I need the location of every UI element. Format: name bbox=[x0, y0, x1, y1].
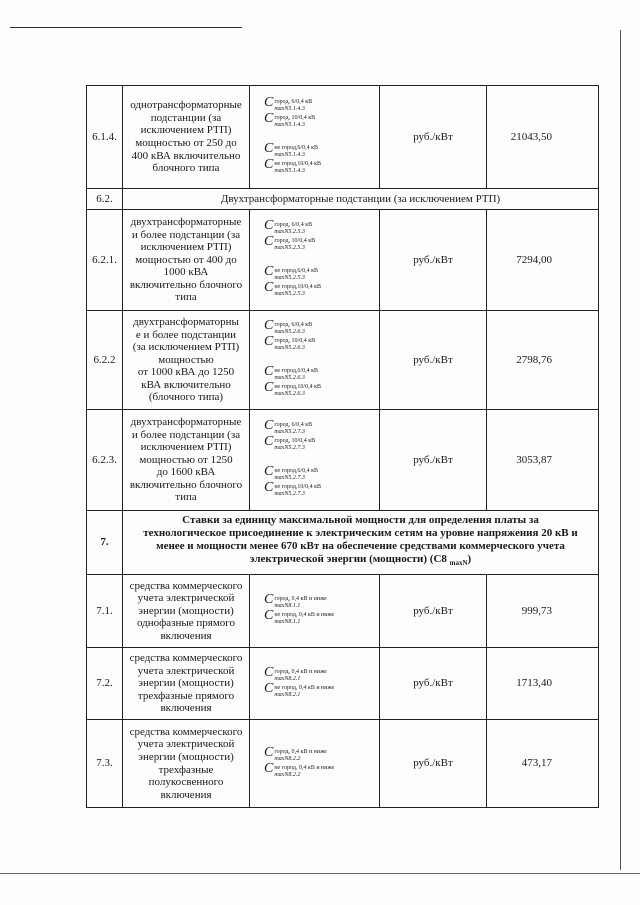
formula-cell bbox=[250, 720, 380, 808]
unit-cell: руб./кВт bbox=[380, 648, 487, 720]
row-description bbox=[123, 410, 250, 511]
formula-symbol: C bbox=[264, 744, 274, 760]
desc-line: типа bbox=[175, 291, 197, 304]
tariff-formula bbox=[264, 680, 377, 699]
desc-line: до 1600 кВА bbox=[156, 466, 216, 479]
desc-line: мощностью bbox=[158, 353, 214, 366]
table-row bbox=[87, 410, 599, 511]
formula-subscript: maxN5.2.6.3 bbox=[274, 329, 305, 335]
formula-superscript: город, 10/0,4 кВ bbox=[274, 338, 316, 344]
formula-symbol: C bbox=[264, 380, 274, 395]
section-title bbox=[123, 511, 599, 575]
formula-subscript: maxN8.2.1 bbox=[274, 675, 301, 682]
section-title: Двухтрансформаторные подстанции (за исключением РТП) bbox=[123, 189, 599, 210]
formula-symbol: C bbox=[264, 664, 274, 680]
formula-symbol: C bbox=[264, 111, 274, 126]
value-cell: 2798,76 bbox=[487, 311, 599, 410]
formula-symbol: C bbox=[264, 157, 274, 172]
formula-superscript: не город,10/0,4 кВ bbox=[274, 161, 321, 167]
formula-gap bbox=[264, 454, 377, 466]
unit-cell: руб./кВт bbox=[380, 720, 487, 808]
tariff-formula bbox=[264, 480, 377, 498]
desc-line: и более подстанции (за bbox=[131, 228, 241, 241]
desc-line: 1000 кВА bbox=[163, 266, 209, 279]
desc-line: исключением РТП) bbox=[140, 124, 232, 137]
table-row bbox=[87, 311, 599, 410]
section-title-subscript: maxN bbox=[449, 559, 468, 568]
formula-symbol: C bbox=[264, 334, 274, 349]
tariff-formula bbox=[264, 280, 377, 298]
desc-line: полукосвенного bbox=[148, 776, 224, 789]
row-number: 6.1.4. bbox=[87, 86, 123, 189]
table-row bbox=[87, 86, 599, 189]
formula-cell bbox=[250, 410, 380, 511]
formula-symbol: C bbox=[264, 480, 274, 495]
tariff-formula bbox=[264, 464, 377, 482]
formula-superscript: город, 6/0,4 кВ bbox=[274, 99, 313, 105]
formula-cell bbox=[250, 210, 380, 311]
value-cell: 21043,50 bbox=[487, 86, 599, 189]
formula-superscript: не город, 0,4 кВ и ниже bbox=[274, 764, 335, 771]
formula-symbol: C bbox=[264, 760, 274, 776]
value-cell: 999,73 bbox=[487, 575, 599, 648]
formula-subscript: maxN5.2.6.3 bbox=[274, 375, 305, 381]
table-row bbox=[87, 720, 599, 808]
desc-line: трехфазные прямого bbox=[137, 689, 235, 702]
tariff-formula bbox=[264, 95, 377, 113]
formula-symbol: C bbox=[264, 95, 274, 110]
table-row bbox=[87, 648, 599, 720]
formula-superscript: город, 0,4 кВ и ниже bbox=[274, 748, 327, 755]
formula-subscript: maxN5.1.4.3 bbox=[274, 168, 305, 174]
formula-subscript: maxN5.2.6.3 bbox=[274, 391, 305, 397]
tariff-formula bbox=[264, 218, 377, 236]
row-number: 7.2. bbox=[87, 648, 123, 720]
tariff-formula bbox=[264, 434, 377, 452]
formula-superscript: не город,6/0,4 кВ bbox=[274, 145, 318, 151]
formula-subscript: maxN5.2.7.3 bbox=[274, 445, 305, 451]
desc-line: средства коммерческого bbox=[129, 652, 243, 665]
tariff-formula bbox=[264, 744, 377, 763]
row-number: 7.3. bbox=[87, 720, 123, 808]
desc-line: средства коммерческого bbox=[129, 579, 243, 592]
section-row bbox=[87, 511, 599, 575]
tariff-formula bbox=[264, 760, 377, 779]
formula-subscript: maxN5.2.6.3 bbox=[274, 345, 305, 351]
formula-superscript: не город, 0,4 кВ и ниже bbox=[274, 684, 335, 691]
unit-cell: руб./кВт bbox=[380, 311, 487, 410]
formula-superscript: город, 0,4 кВ и ниже bbox=[274, 668, 327, 675]
desc-line: учета электрической bbox=[137, 592, 235, 605]
formula-symbol: C bbox=[264, 364, 274, 379]
tariff-formula bbox=[264, 608, 377, 626]
formula-superscript: город, 6/0,4 кВ bbox=[274, 322, 313, 328]
row-description bbox=[123, 648, 250, 720]
section-row bbox=[87, 189, 599, 210]
formula-subscript: maxN5.1.4.3 bbox=[274, 152, 305, 158]
row-number: 6.2.2 bbox=[87, 311, 123, 410]
desc-line: 400 кВА включительно bbox=[131, 149, 241, 162]
section-title-line: Ставки за единицу максимальной мощности для определения платы за bbox=[182, 514, 539, 527]
desc-line: подстанции (за bbox=[150, 111, 222, 124]
tariff-formula bbox=[264, 334, 377, 352]
value-cell: 3053,87 bbox=[487, 410, 599, 511]
formula-superscript: город, 10/0,4 кВ bbox=[274, 115, 316, 121]
formula-superscript: город, 6/0,4 кВ bbox=[274, 422, 313, 428]
formula-superscript: не город,6/0,4 кВ bbox=[274, 268, 318, 274]
row-number: 6.2.3. bbox=[87, 410, 123, 511]
formula-symbol: C bbox=[264, 464, 274, 479]
formula-superscript: не город,6/0,4 кВ bbox=[274, 468, 318, 474]
section-number: 7. bbox=[87, 511, 123, 575]
formula-subscript: maxN8.1.1 bbox=[274, 603, 301, 609]
formula-gap bbox=[264, 131, 377, 143]
desc-line: (блочного типа) bbox=[148, 391, 224, 404]
unit-cell: руб./кВт bbox=[380, 86, 487, 189]
section-title-line: технологическое присоединение к электрическим сетям на уровне напряжения 20 кВ и bbox=[143, 527, 578, 540]
table-row bbox=[87, 575, 599, 648]
section-title-close: ) bbox=[467, 553, 472, 566]
value-cell: 7294,00 bbox=[487, 210, 599, 311]
formula-symbol: C bbox=[264, 280, 274, 295]
row-number: 6.2.1. bbox=[87, 210, 123, 311]
desc-line: двухтрансформаторные bbox=[130, 215, 242, 228]
tariff-formula bbox=[264, 664, 377, 683]
unit-cell: руб./кВт bbox=[380, 210, 487, 311]
tariff-formula bbox=[264, 418, 377, 436]
formula-symbol: C bbox=[264, 218, 274, 233]
formula-superscript: город, 10/0,4 кВ bbox=[274, 438, 316, 444]
desc-line: мощностью от 1250 bbox=[139, 453, 233, 466]
formula-subscript: maxN8.1.1 bbox=[274, 619, 301, 625]
desc-line: включительно блочного bbox=[129, 278, 243, 291]
desc-line: однотрансформаторные bbox=[130, 99, 242, 112]
desc-line: учета электрической bbox=[137, 738, 235, 751]
formula-subscript: maxN8.2.2 bbox=[274, 755, 301, 762]
tariff-formula bbox=[264, 380, 377, 398]
desc-line: средства коммерческого bbox=[129, 725, 243, 738]
row-description bbox=[123, 210, 250, 311]
formula-subscript: maxN5.1.4.3 bbox=[274, 122, 305, 128]
formula-superscript: не город,10/0,4 кВ bbox=[274, 284, 321, 290]
desc-line: включения bbox=[160, 788, 212, 801]
desc-line: кВА включительно bbox=[141, 378, 231, 391]
top-rule bbox=[10, 27, 242, 28]
formula-symbol: C bbox=[264, 592, 274, 607]
bottom-rule bbox=[0, 873, 640, 874]
section-title-line: менее и мощности менее 670 кВт на обеспечение средствами коммерческого учета bbox=[156, 540, 565, 553]
formula-gap bbox=[264, 354, 377, 366]
formula-gap bbox=[264, 254, 377, 266]
desc-line: включительно блочного bbox=[129, 478, 243, 491]
row-number: 7.1. bbox=[87, 575, 123, 648]
tariff-formula bbox=[264, 234, 377, 252]
formula-cell bbox=[250, 648, 380, 720]
formula-superscript: не город, 0,4 кВ и ниже bbox=[274, 612, 335, 618]
desc-line: энергии (мощности) bbox=[138, 750, 234, 763]
section-title-line bbox=[125, 553, 596, 570]
desc-line: типа bbox=[175, 491, 197, 504]
desc-line: включения bbox=[160, 629, 212, 642]
desc-line: мощностью от 250 до bbox=[135, 137, 237, 149]
tariff-formula bbox=[264, 264, 377, 282]
tariff-formula bbox=[264, 592, 377, 610]
row-description bbox=[123, 311, 250, 410]
tariff-formula bbox=[264, 111, 377, 129]
desc-line: трехфазные bbox=[158, 763, 214, 776]
desc-line: мощностью от 400 до bbox=[135, 253, 237, 266]
formula-subscript: maxN8.2.2 bbox=[274, 771, 301, 778]
formula-symbol: C bbox=[264, 434, 274, 449]
desc-line: двухтрансформаторны bbox=[133, 315, 239, 328]
formula-symbol: C bbox=[264, 234, 274, 249]
formula-symbol: C bbox=[264, 264, 274, 279]
formula-subscript: maxN5.1.4.3 bbox=[274, 106, 305, 112]
formula-subscript: maxN5.2.5.3 bbox=[274, 245, 305, 251]
formula-cell bbox=[250, 575, 380, 648]
desc-line: и более подстанции (за bbox=[131, 428, 241, 441]
formula-symbol: C bbox=[264, 680, 274, 696]
formula-symbol: C bbox=[264, 418, 274, 433]
unit-cell: руб./кВт bbox=[380, 575, 487, 648]
section-number: 6.2. bbox=[87, 189, 123, 210]
row-description bbox=[123, 86, 250, 189]
formula-superscript: город, 10/0,4 кВ bbox=[274, 238, 316, 244]
formula-subscript: maxN5.2.7.3 bbox=[274, 491, 305, 497]
formula-subscript: maxN8.2.1 bbox=[274, 691, 301, 698]
tariff-table bbox=[86, 85, 599, 808]
unit-cell: руб./кВт bbox=[380, 410, 487, 511]
tariff-formula bbox=[264, 157, 377, 175]
formula-superscript: не город,10/0,4 кВ bbox=[274, 484, 321, 490]
desc-line: энергии (мощности) bbox=[138, 677, 234, 690]
desc-line: однофазные прямого bbox=[136, 617, 236, 630]
desc-line: исключением РТП) bbox=[140, 441, 232, 454]
formula-superscript: не город,10/0,4 кВ bbox=[274, 384, 321, 390]
value-cell: 1713,40 bbox=[487, 648, 599, 720]
right-margin-rule bbox=[620, 30, 621, 870]
section-title-text: электрической энергии (мощности) (С8 bbox=[249, 553, 447, 566]
desc-line: от 1000 кВА до 1250 bbox=[137, 366, 235, 379]
row-description bbox=[123, 575, 250, 648]
formula-subscript: maxN5.2.7.3 bbox=[274, 475, 305, 481]
desc-line: е и более подстанции bbox=[135, 328, 237, 341]
desc-line: исключением РТП) bbox=[140, 241, 232, 254]
desc-line: двухтрансформаторные bbox=[130, 415, 242, 428]
desc-line: энергии (мощности) bbox=[138, 604, 234, 617]
formula-subscript: maxN5.2.5.3 bbox=[274, 229, 305, 235]
formula-cell bbox=[250, 86, 380, 189]
formula-subscript: maxN5.2.5.3 bbox=[274, 275, 305, 281]
desc-line: учета электрической bbox=[137, 664, 235, 677]
desc-line: (за исключением РТП) bbox=[132, 341, 240, 354]
tariff-formula bbox=[264, 364, 377, 382]
tariff-formula bbox=[264, 318, 377, 336]
row-description bbox=[123, 720, 250, 808]
formula-subscript: maxN5.2.5.3 bbox=[274, 291, 305, 297]
formula-cell bbox=[250, 311, 380, 410]
formula-superscript: город, 6/0,4 кВ bbox=[274, 222, 313, 228]
formula-symbol: C bbox=[264, 608, 274, 623]
formula-superscript: город, 0,4 кВ и ниже bbox=[274, 596, 327, 602]
table-row bbox=[87, 210, 599, 311]
value-cell: 473,17 bbox=[487, 720, 599, 808]
desc-line: блочного типа bbox=[152, 162, 220, 175]
desc-line: включения bbox=[160, 702, 212, 715]
formula-subscript: maxN5.2.7.3 bbox=[274, 429, 305, 435]
formula-superscript: не город,6/0,4 кВ bbox=[274, 368, 318, 374]
formula-symbol: C bbox=[264, 318, 274, 333]
formula-symbol: C bbox=[264, 141, 274, 156]
tariff-formula bbox=[264, 141, 377, 159]
